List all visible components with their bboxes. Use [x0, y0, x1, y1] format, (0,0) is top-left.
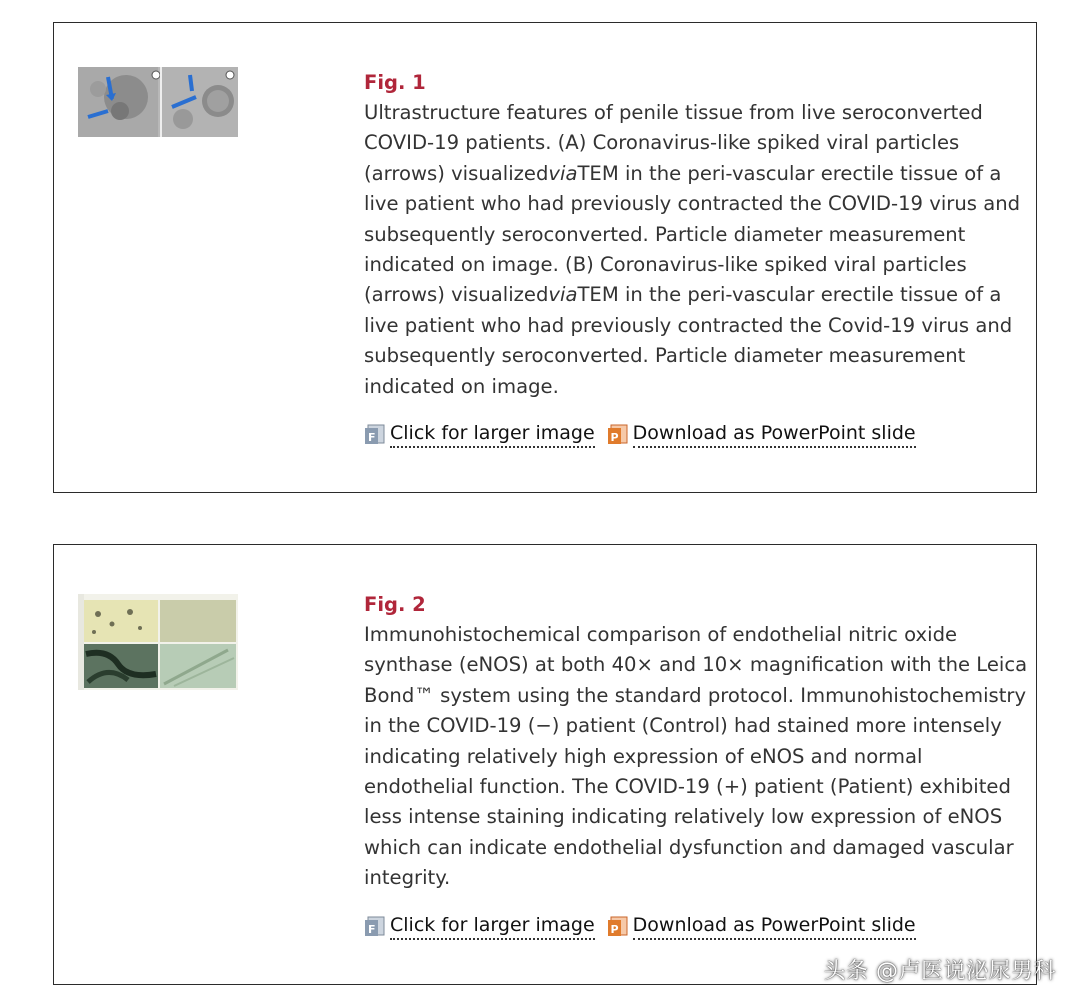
watermark-text: 头条 @卢医说泌尿男科: [823, 959, 1056, 984]
figure-1-thumbnail[interactable]: [78, 67, 238, 137]
figure-1-links: [364, 422, 1032, 448]
larger-image-label[interactable]: Click for larger image: [390, 422, 595, 448]
figure-2-larger-image-link[interactable]: [364, 914, 595, 940]
figure-2-thumbnail[interactable]: [78, 594, 238, 690]
figure-2-links: [364, 914, 1032, 940]
svg-text:P: P: [610, 922, 619, 936]
svg-text:F: F: [368, 431, 376, 445]
powerpoint-label[interactable]: Download as PowerPoint slide: [633, 914, 916, 940]
figure-2-panel: [53, 544, 1037, 985]
figure-2-caption: [364, 590, 1032, 940]
figure-2-powerpoint-link[interactable]: [607, 914, 916, 940]
image-file-icon: [364, 424, 386, 446]
tem-micrograph-image: [78, 67, 238, 137]
powerpoint-label[interactable]: Download as PowerPoint slide: [633, 422, 916, 448]
figure-1-panel: [53, 22, 1037, 493]
figure-1-description: Ultrastructure features of penile tissue from live seroconverted COVID-19 patients. (A) Coronavirus-like spiked viral particles (arrows) visualizedviaTEM in the peri-vascular erectile tissue of a live patient who had previously contracted the COVID-19 virus and subsequently seroconverted. Particle diameter measurement indicated on image. (B) Coronavirus-like spiked viral particles (arrows) visualizedviaTEM in the peri-vascular erectile tissue of a live patient who had previously contracted the Covid-19 virus and subsequently seroconverted. Particle diameter measurement indicated on image.: [364, 101, 1021, 398]
svg-text:F: F: [368, 922, 376, 936]
powerpoint-icon: [607, 916, 629, 938]
powerpoint-icon: [607, 424, 629, 446]
figure-2-title: Fig. 2: [364, 593, 426, 616]
immunohistochemistry-image: [78, 594, 238, 690]
larger-image-label[interactable]: Click for larger image: [390, 914, 595, 940]
svg-text:P: P: [610, 431, 619, 445]
image-file-icon: [364, 916, 386, 938]
figure-1-title: Fig. 1: [364, 71, 426, 94]
figure-2-description: Immunohistochemical comparison of endothelial nitric oxide synthase (eNOS) at both 40× and 10× magnification with the Leica Bond™ system using the standard protocol. Immunohistochemistry in the COVID-19 (−) patient (Control) had stained more intensely indicating relatively high expression of eNOS and normal endothelial function. The COVID-19 (+) patient (Patient) exhibited less intense staining indicating relatively low expression of eNOS which can indicate endothelial dysfunction and damaged vascular integrity.: [364, 623, 1028, 890]
figure-1-caption: [364, 68, 1032, 448]
figure-1-powerpoint-link[interactable]: [607, 422, 916, 448]
figure-1-larger-image-link[interactable]: [364, 422, 595, 448]
